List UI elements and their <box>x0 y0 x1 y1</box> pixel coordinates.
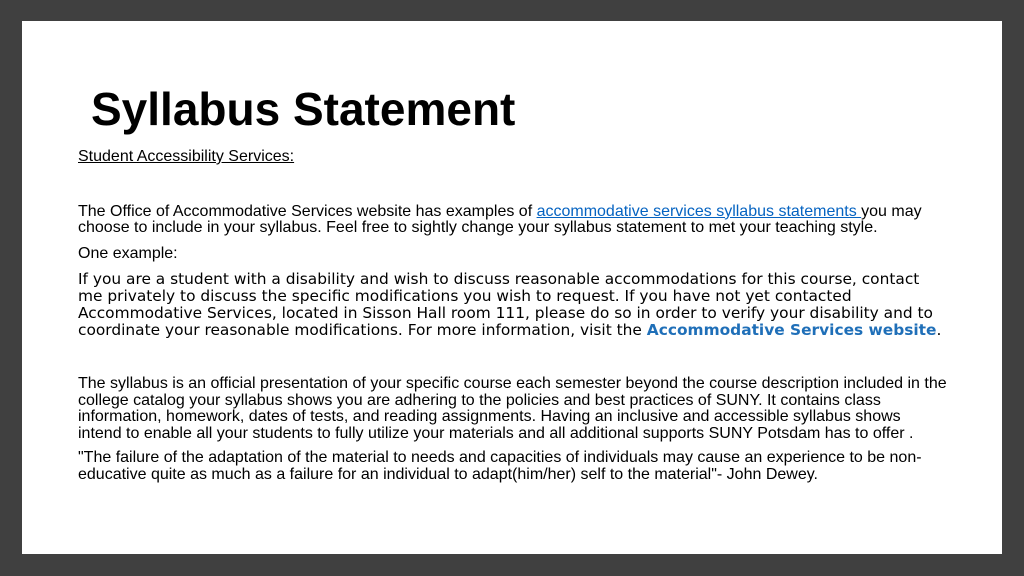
intro-text-before: The Office of Accommodative Services website has examples of <box>78 202 537 220</box>
accommodative-services-website-link[interactable]: Accommodative Services website <box>646 321 937 339</box>
slide-title: Syllabus Statement <box>91 83 516 135</box>
syllabus-paragraph: The syllabus is an official presentation of your specific course each semester beyond the course description included in the college catalog your syllabus shows you are adhering to the policies and best practices of SUNY. It contains class information, homework, dates of tests, and reading assignments. Having an inclusive and accessible syllabus shows intend to enable all your students to fully utilize your materials and all additional supports SUNY Potsdam has to offer . <box>78 375 947 442</box>
example-paragraph <box>78 271 948 339</box>
example-label: One example: <box>78 244 178 262</box>
example-end: . <box>936 321 942 339</box>
example-text: If you are a student with a disability and wish to discuss reasonable accommodations for this course, contact me privately to discuss the specific modifications you wish to request. If you have not yet contacted Accommodative Services, located in Sisson Hall room 111, please do so in order to verify your disability and to coordinate your reasonable modifications. For more information, visit the <box>78 270 933 339</box>
intro-text-after: you may choose to include in your syllabus. Feel free to sightly change your syllabus statement to met your teaching style. <box>78 202 922 236</box>
intro-paragraph <box>78 204 948 237</box>
slide-content <box>78 149 948 483</box>
syllabus-statements-link[interactable]: accommodative services syllabus statements <box>536 202 862 220</box>
dewey-quote: "The failure of the adaptation of the material to needs and capacities of individuals may cause an experience to be non-educative quite as much as a failure for an individual to adapt(him/her) self to the material"- John Dewey. <box>78 449 922 483</box>
section-heading: Student Accessibility Services: <box>78 148 295 165</box>
slide <box>22 21 1002 554</box>
